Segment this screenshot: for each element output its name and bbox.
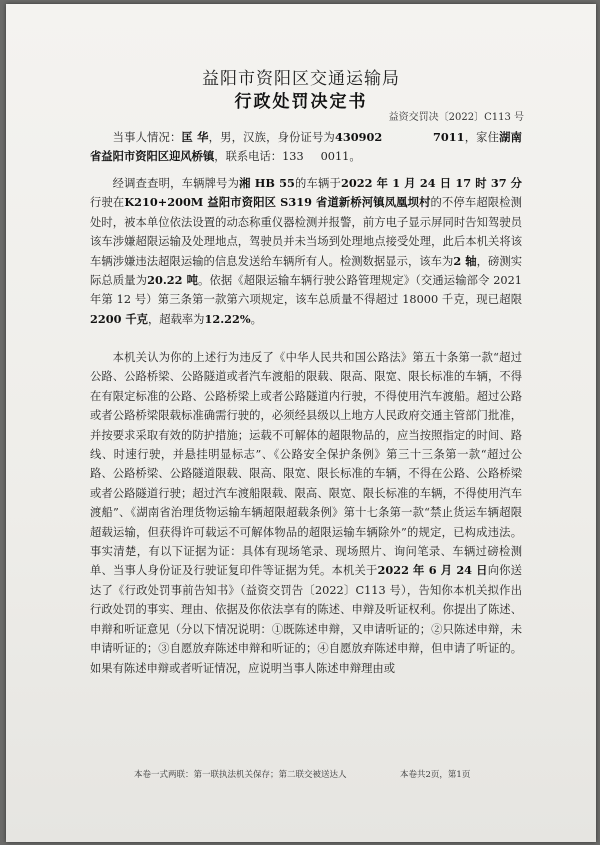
document-type-title: 行政处罚决定书 xyxy=(234,92,368,112)
id-number-suffix: 7011 xyxy=(433,130,465,144)
violation-location: K210+200M 益阳市资阳区 S319 省道新桥河镇凤凰坝村 xyxy=(124,195,431,210)
phone-prefix: 133 xyxy=(282,150,304,164)
vehicle-plate: 湘 HB 55 xyxy=(239,176,295,190)
id-number-prefix: 430902 xyxy=(335,130,383,144)
axle-count: 2 轴 xyxy=(453,253,477,268)
issuing-authority-title: 益阳市资阳区交通运输局 xyxy=(202,69,400,89)
party-address: 湖南省益阳市资阳区迎风桥镇 xyxy=(90,130,522,164)
findings-paragraph: 经调查查明，车辆牌号为湘 HB 55的车辆于2022 年 1 月 24 日 17 时 37 分行驶在K210+200M 益阳市资阳区 S319 省道新桥河镇凤凰坝村的不停车超限检测处时，被本单位依法设置的动态称重仪器检测并报警，前方电子显示屏同时告知驾驶员该车涉嫌超限运输及处理地点，驾驶员并未当场到处理地点接受处理，此后本机关将该车辆涉嫌违法超限运输的信息发送给车辆所有人。检测数据显示，该车为2 轴，磅测实际总质量为20.22 吨。依据《超限运输车辆行驶公路管理规定》（交通运输部令 2021 年第 12 号）第三条第一款第六项规定，该车总质量不得超过 18000 千克，现已超限2200 千克，超载率为12.22%。 xyxy=(90,176,522,326)
phone-suffix: 0011 xyxy=(320,150,350,164)
overload-rate: 12.22% xyxy=(204,311,251,326)
notice-delivery-date: 2022 年 6 月 24 日 xyxy=(377,563,488,578)
violation-time: 2022 年 1 月 24 日 17 时 37 分 xyxy=(341,176,522,190)
overweight-amount: 2200 千克 xyxy=(90,311,148,326)
party-info-paragraph: 当事人情况：匡 华，男，汉族，身份证号为430902 7011，家住湖南省益阳市资阳区迎风桥镇，联系电话：133 0011。 xyxy=(90,130,522,164)
document-page xyxy=(6,4,596,842)
decision-paragraph: 本机关认为你的上述行为违反了《中华人民共和国公路法》第五十条第一款“超过公路、公路桥梁、公路隧道或者汽车渡船的限载、限高、限宽、限长标准的车辆，不得在有限定标准的公路、公路桥梁上或者公路隧道内行驶，不得使用汽车渡船。超过公路或者公路桥梁限载标准确需行驶的，必须经县级以上地方人民政府交通主管部门批准，并按要求采取有效的防护措施；运载不可解体的超限物品的，应当按照指定的时间、路线、时速行驶，并悬挂明显标志”、《公路安全保护条例》第三十三条第一款“超过公路、公路桥梁、公路隧道限载、限高、限宽、限长标准的车辆，不得在公路、公路桥梁或者公路隧道行驶；超过汽车渡船限载、限高、限宽、限长标准的车辆，不得使用汽车渡船”、《湖南省治理货物运输车辆超限超载条例》第十七条第一款“禁止货运车辆超限超载运输，但获得许可载运不可解体物品的超限运输车辆除外”的规定，已构成违法。事实清楚，有以下证据为证：具体有现场笔录、现场照片、询问笔录、车辆过磅检测单、当事人身份证及行驶证复印件等证据为凭。本机关于2022 年 6 月 24 日向你送达了《行政处罚事前告知书》（益资交罚告〔2022〕C113 号），告知你本机关拟作出行政处罚的事实、理由、依据及你依法享有的陈述、申辩及听证权利。你提出了陈述、申辩和听证意见（分以下情况说明：①既陈述申辩，又申请听证的；②只陈述申辩，未申请听证的；③自愿放弃陈述申辩和听证的；④自愿放弃陈述申辩，但申请了听证的。如果有陈述申辩或者听证情况，应说明当事人陈述申辩理由或 xyxy=(90,351,522,675)
document-number: 益资交罚决〔2022〕C113 号 xyxy=(388,112,524,123)
footer-page-number: 本卷共2页，第1页 xyxy=(400,770,471,780)
measured-weight: 20.22 吨 xyxy=(147,273,199,288)
footer-copies-note: 本卷一式两联：第一联执法机关保存；第二联交被送达人 xyxy=(134,770,347,780)
party-name: 匡 华 xyxy=(181,130,209,144)
